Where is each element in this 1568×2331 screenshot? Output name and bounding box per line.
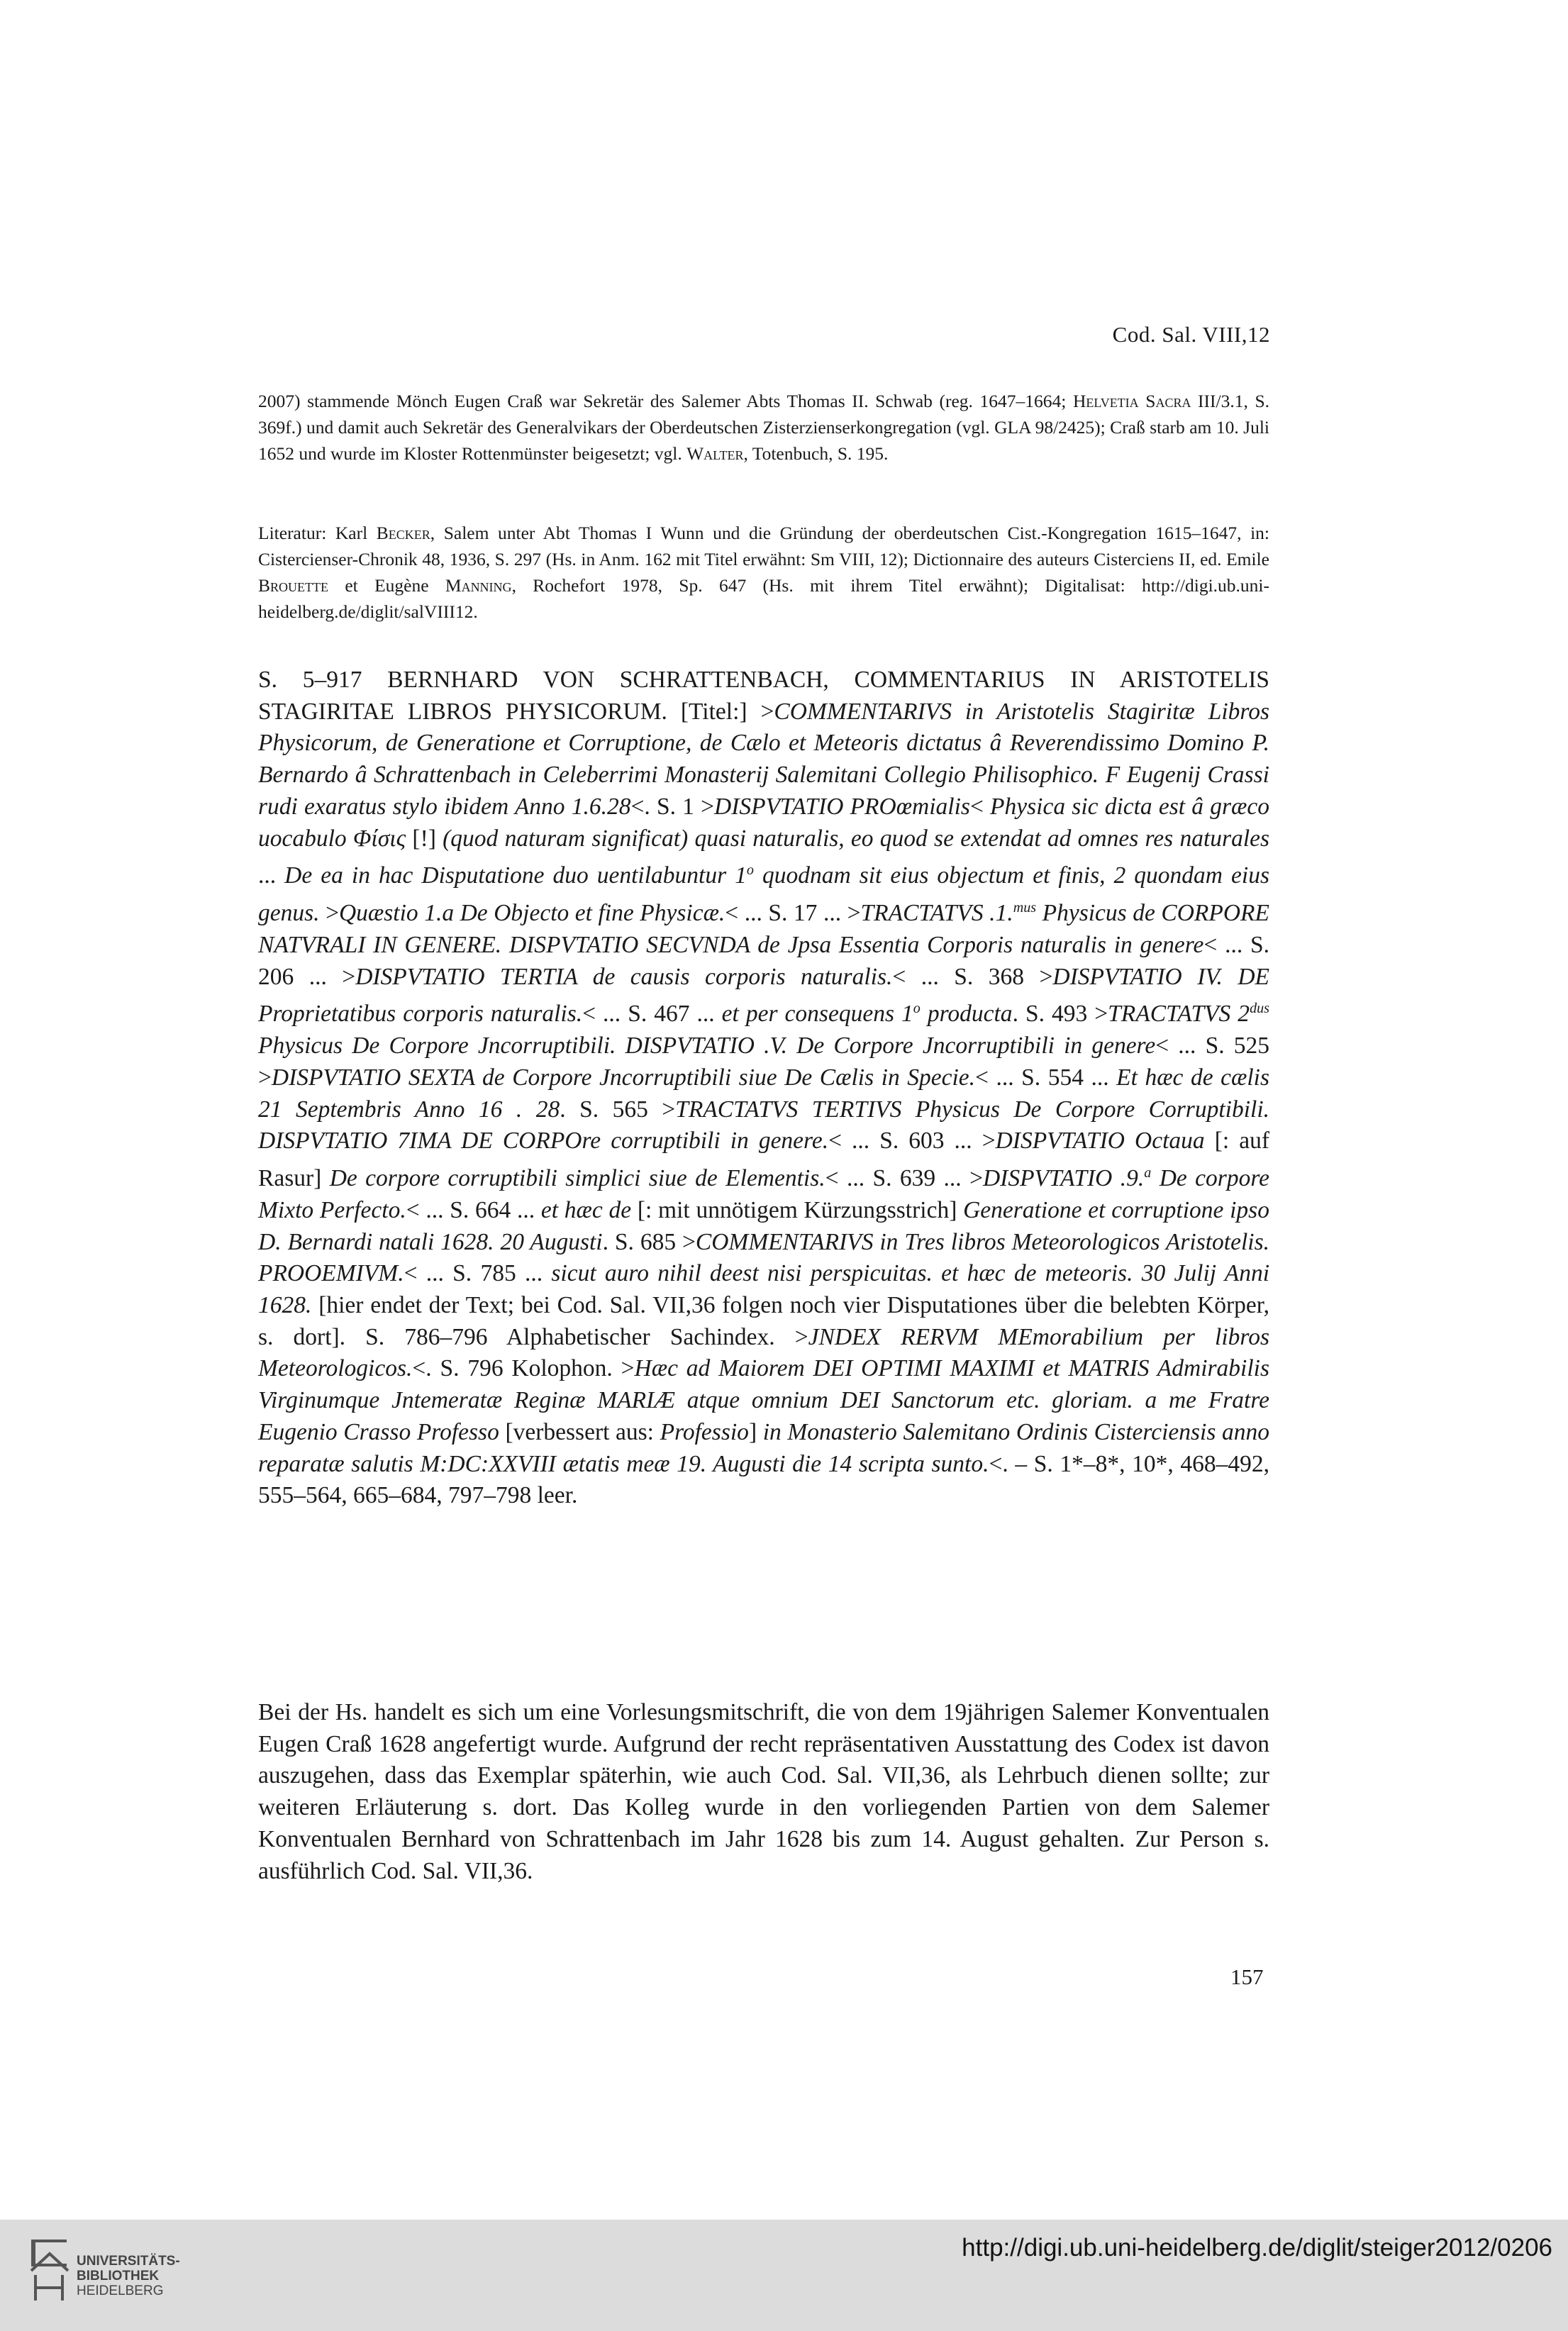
entry-text bbox=[258, 664, 1269, 1512]
logo-line-1: UNIVERSITÄTS- bbox=[77, 2254, 180, 2269]
text-segment: Et hæc de cælis 21 Septembris Anno 16 . 28 bbox=[258, 1064, 1269, 1123]
text-segment: De ea in hac Disputatione duo uentilabuntur 1 bbox=[284, 862, 747, 889]
text-segment: 2007) stammende Mönch Eugen Craß war Sekretär des Salemer Abts Thomas II. Schwab (reg. 1647–1664; bbox=[258, 391, 1073, 411]
text-segment: Walter bbox=[686, 443, 744, 464]
text-segment: DISPVTATIO TERTIA de causis corporis naturalis. bbox=[355, 963, 893, 990]
text-segment: (quod naturam significat) quasi naturalis, eo quod se extendat ad omnes res naturales bbox=[443, 825, 1270, 852]
text-segment: <. – S. 1*–8*, 10*, 468–492, 555–564, 665–684, 797–798 leer. bbox=[258, 1450, 1269, 1509]
text-segment: o bbox=[913, 1001, 921, 1017]
text-segment: < ... S. 603 ... > bbox=[828, 1128, 996, 1155]
running-header: Cod. Sal. VIII,12 bbox=[1112, 322, 1270, 347]
text-segment: Quæstio 1.a De Objecto et fine Physicæ. bbox=[338, 900, 725, 927]
text-segment: < ... S. 368 > bbox=[892, 963, 1053, 990]
text-segment: < ... S. 664 ... bbox=[406, 1196, 541, 1223]
text-segment: DISPVTATIO .9. bbox=[982, 1165, 1145, 1192]
text-segment: [verbessert aus: bbox=[499, 1418, 660, 1445]
text-segment: ... bbox=[258, 862, 285, 889]
text-segment: Physicus de CORPORE NATVRALI IN GENERE. DISPVTATIO SECVNDA de Jpsa Essentia Corporis naturalis in genere bbox=[258, 900, 1269, 958]
footnote-continuation bbox=[258, 388, 1269, 467]
text-segment: Physicus De Corpore Jncorruptibili. DISPVTATIO .V. De Corpore Jncorruptibili in genere bbox=[258, 1033, 1156, 1059]
footnote-text bbox=[258, 388, 1269, 467]
text-segment: DISPVTATIO PROœmialis bbox=[714, 793, 970, 820]
text-segment: Helvetia Sacra bbox=[1072, 391, 1191, 411]
logo-line-3: HEIDELBERG bbox=[77, 2283, 164, 2298]
catalog-entry bbox=[258, 664, 1269, 1512]
text-segment: < ... S. 639 ... > bbox=[825, 1165, 983, 1192]
text-segment: < ... S. 785 ... bbox=[404, 1260, 552, 1287]
text-segment: et per consequens 1 bbox=[721, 1001, 913, 1028]
text-segment: DISPVTATIO SEXTA de Corpore Jncorruptibili siue De Cælis in Specie. bbox=[271, 1064, 976, 1091]
text-segment: <. S. 1 > bbox=[630, 793, 715, 820]
text-segment: III/3.1, S. 369f.) und damit auch Sekretär des Generalvikars der Oberdeutschen Zisterzienserkongregation (vgl. GLA 98/2425); Craß starb am 10. Juli 1652 und wurde im Kloster Rottenmünster beigesetzt; vgl. bbox=[258, 391, 1269, 464]
text-segment: , Salem unter Abt Thomas I Wunn und die Gründung der oberdeutschen Cist.-Kongregation 1615–1647, in: Cistercienser-Chronik 48, 1936, S. 297 (Hs. in Anm. 162 mit Titel erwähnt: Sm VIII, 12); Dictionnaire des auteurs Cisterciens II, ed. Emile bbox=[258, 523, 1269, 569]
text-segment: , Totenbuch, S. 195. bbox=[743, 443, 889, 464]
text-segment: Generatione et corruptione ipso D. Bernardi natali 1628. 20 Augusti bbox=[258, 1196, 1269, 1255]
text-segment: Manning bbox=[445, 575, 512, 596]
literature-text bbox=[258, 520, 1269, 625]
text-segment: < ... S. 525 > bbox=[258, 1033, 1269, 1091]
text-segment: producta bbox=[920, 1001, 1013, 1028]
logo-line-2: BIBLIOTHEK bbox=[77, 2269, 160, 2283]
text-segment: et hæc de bbox=[540, 1196, 632, 1223]
text-segment: DISPVTATIO Octaua bbox=[995, 1128, 1205, 1155]
text-segment: . S. 493 > bbox=[1012, 1001, 1108, 1028]
text-segment: COMMENTARIVS in Tres libros Meteorologicos Aristotelis. PROOEMIVM. bbox=[258, 1228, 1269, 1287]
text-segment: Brouette bbox=[258, 575, 328, 596]
text-segment: quodnam sit eius objectum et finis, 2 quondam eius genus. bbox=[258, 862, 1269, 927]
library-name bbox=[77, 2254, 180, 2298]
page-number: 157 bbox=[1230, 1964, 1264, 1989]
footer-bar bbox=[0, 2220, 1568, 2331]
text-segment: Physica sic dicta est â græco uocabulo Φίσις bbox=[258, 793, 1269, 852]
text-segment: dus bbox=[1250, 1001, 1269, 1017]
text-segment: [hier endet der Text; bei Cod. Sal. VII,36 folgen noch vier Disputationes über die belebten Körper, s. dort]. S. 786–796 Alphabetischer Sachindex. > bbox=[258, 1291, 1269, 1350]
text-segment: > bbox=[319, 900, 339, 927]
text-segment: < ... S. 17 ... > bbox=[725, 900, 861, 927]
text-segment: a bbox=[1144, 1165, 1152, 1181]
library-logo[interactable] bbox=[28, 2235, 180, 2303]
text-segment: TRACTATVS TERTIVS Physicus De Corpore Corruptibili. DISPVTATIO 7IMA DE CORPOre corruptibili in genere. bbox=[258, 1096, 1269, 1155]
text-segment: De corpore Mixto Perfecto. bbox=[258, 1165, 1270, 1223]
literature-section bbox=[258, 520, 1269, 625]
text-segment: mus bbox=[1013, 900, 1037, 916]
text-segment: < ... S. 467 ... bbox=[582, 1001, 722, 1028]
text-segment: S. 5–917 BERNHARD VON SCHRATTENBACH, COMMENTARIUS IN ARISTOTELIS STAGIRITAE LIBROS PHYSICORUM. [Titel:] > bbox=[258, 667, 1269, 725]
text-segment: Professio bbox=[660, 1418, 749, 1445]
text-segment: o bbox=[746, 862, 754, 879]
text-segment: JNDEX RERVM MEmorabilium per libros Meteorologicos. bbox=[258, 1323, 1269, 1382]
ub-heidelberg-logo-icon bbox=[28, 2235, 69, 2303]
text-segment: < ... S. 206 ... > bbox=[258, 931, 1269, 990]
text-segment: ] bbox=[748, 1418, 763, 1445]
text-segment: . S. 685 > bbox=[602, 1228, 696, 1255]
source-url-link[interactable]: http://digi.ub.uni-heidelberg.de/diglit/steiger2012/0206 bbox=[962, 2234, 1552, 2262]
text-segment: [!] bbox=[406, 825, 443, 852]
text-segment: De corpore corruptibili simplici siue de Elementis. bbox=[329, 1165, 825, 1192]
text-segment: <. S. 796 Kolophon. > bbox=[412, 1355, 635, 1382]
commentary-text: Bei der Hs. handelt es sich um eine Vorlesungsmitschrift, die von dem 19jährigen Salemer Konventualen Eugen Craß 1628 angefertigt wurde. Aufgrund der recht repräsentativen Ausstattung des Codex ist davon auszugehen, dass das Exemplar späterhin, wie auch Cod. Sal. VII,36, als Lehrbuch dienen sollte; zur weiteren Erläuterung s. dort. Das Kolleg wurde in den vorliegenden Partien von dem Salemer Konventualen Bernhard von Schrattenbach im Jahr 1628 bis zum 14. August gehalten. Zur Person s. ausführlich Cod. Sal. VII,36. bbox=[258, 1699, 1269, 1884]
text-segment: < ... S. 554 ... bbox=[975, 1064, 1117, 1091]
commentary-section bbox=[258, 1697, 1269, 1887]
text-segment: Becker bbox=[376, 523, 430, 543]
text-segment: [: mit unnötigem Kürzungsstrich] bbox=[631, 1196, 964, 1223]
text-segment: TRACTATVS 2 bbox=[1108, 1001, 1250, 1028]
text-segment: . S. 565 > bbox=[560, 1096, 676, 1123]
text-segment: sicut auro nihil deest nisi perspicuitas. et hæc de meteoris. 30 Julij Anni 1628. bbox=[258, 1260, 1269, 1318]
text-segment: , Rochefort 1978, Sp. 647 (Hs. mit ihrem Titel erwähnt); Digitalisat: http://digi.ub.uni-heidelberg.de/diglit/salVIII12. bbox=[258, 575, 1269, 622]
text-segment: et Eugène bbox=[328, 575, 445, 596]
text-segment: [: auf Rasur] bbox=[258, 1128, 1269, 1192]
text-segment: Literatur: Karl bbox=[258, 523, 377, 543]
text-segment: Hæc ad Maiorem DEI OPTIMI MAXIMI et MATRIS Admirabilis Virginumque Jntemeratæ Reginæ MARIÆ atque omnium DEI Sanctorum etc. gloriam. a me Fratre Eugenio Crasso Professo bbox=[258, 1355, 1270, 1445]
text-segment: TRACTATVS .1. bbox=[860, 900, 1013, 927]
text-segment: < bbox=[969, 793, 991, 820]
text-segment: DISPVTATIO IV. DE Proprietatibus corporis naturalis. bbox=[258, 963, 1269, 1028]
text-segment: in Monasterio Salemitano Ordinis Cisterciensis anno reparatæ salutis M:DC:XXVIII ætatis meæ 19. Augusti die 14 scripta sunto. bbox=[258, 1418, 1270, 1477]
text-segment: COMMENTARIVS in Aristotelis Stagiritæ Libros Physicorum, de Generatione et Corruptione, de Cælo et Meteoris dictatus â Reverendissimo Domino P. Bernardo â Schrattenbach in Celeberrimi Monasterij Salemitani Collegio Philisophico. F Eugenij Crassi rudi exaratus stylo ibidem Anno 1.6.28 bbox=[258, 698, 1269, 820]
